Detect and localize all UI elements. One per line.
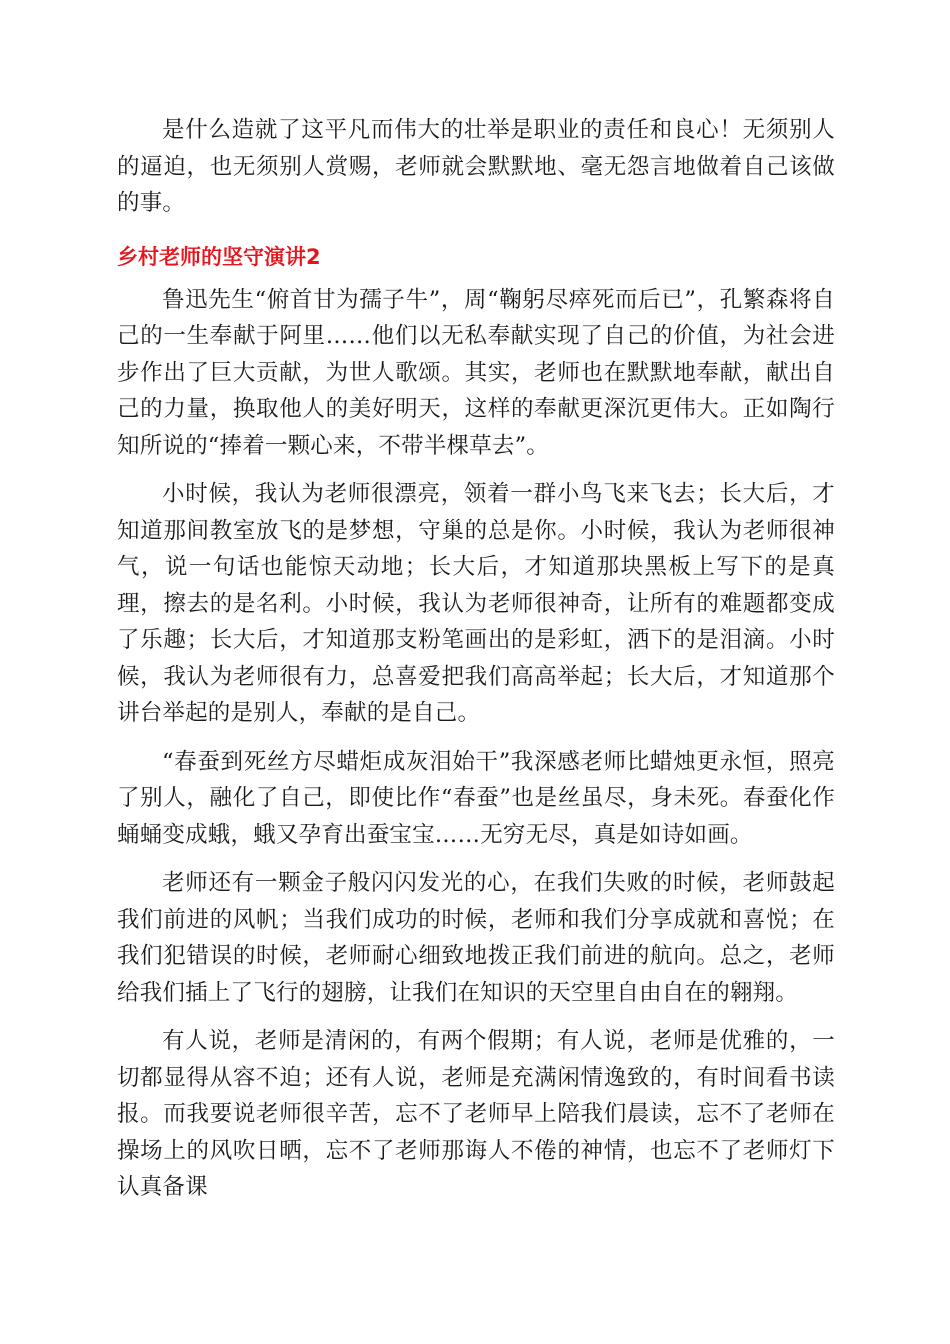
paragraph-4: 老师还有一颗金子般闪闪发光的心，在我们失败的时候，老师鼓起我们前进的风帆；当我们成功的时候，老师和我们分享成就和喜悦；在我们犯错误的时候，老师耐心细致地拨正我们前进的航向。总之，老师给我们插上了飞行的翅膀，让我们在知识的天空里自由自在的翱翔。 — [117, 870, 835, 1006]
paragraph-3: “春蚕到死丝方尽蜡炬成灰泪始干”我深感老师比蜡烛更永恒，照亮了别人，融化了自己，即使比作“春蚕”也是丝虽尽，身未死。春蚕化作蛹蛹变成蛾，蛾又孕育出蚕宝宝……无穷无尽，真是如诗如画。 — [117, 748, 835, 848]
document-body — [117, 112, 835, 1206]
paragraph-1: 鲁迅先生“俯首甘为孺子牛”，周“鞠躬尽瘁死而后已”，孔繁森将自己的一生奉献于阿里……他们以无私奉献实现了自己的价值，为社会进步作出了巨大贡献，为世人歌颂。其实，老师也在默默地奉献，献出自己的力量，换取他人的美好明天，这样的奉献更深沉更伟大。正如陶行知所说的“捧着一颗心来，不带半棵草去”。 — [117, 286, 835, 459]
paragraph-2: 小时候，我认为老师很漂亮，领着一群小鸟飞来飞去；长大后，才知道那间教室放飞的是梦想，守巢的总是你。小时候，我认为老师很神气，说一句话也能惊天动地；长大后，才知道那块黑板上写下的是真理，擦去的是名利。小时候，我认为老师很神奇，让所有的难题都变成了乐趣；长大后，才知道那支粉笔画出的是彩虹，洒下的是泪滴。小时候，我认为老师很有力，总喜爱把我们高高举起；长大后，才知道那个讲台举起的是别人，奉献的是自己。 — [117, 481, 835, 726]
paragraph-5: 有人说，老师是清闲的，有两个假期；有人说，老师是优雅的，一切都显得从容不迫；还有人说，老师是充满闲情逸致的，有时间看书读报。而我要说老师很辛苦，忘不了老师早上陪我们晨读，忘不了老师在操场上的风吹日晒，忘不了老师那诲人不倦的神情，也忘不了老师灯下认真备课 — [117, 1028, 835, 1200]
paragraph-intro: 是什么造就了这平凡而伟大的壮举是职业的责任和良心！无须别人的逼迫，也无须别人赏赐，老师就会默默地、毫无怨言地做着自己该做的事。 — [117, 117, 835, 216]
section-heading: 乡村老师的坚守演讲2 — [117, 244, 321, 269]
